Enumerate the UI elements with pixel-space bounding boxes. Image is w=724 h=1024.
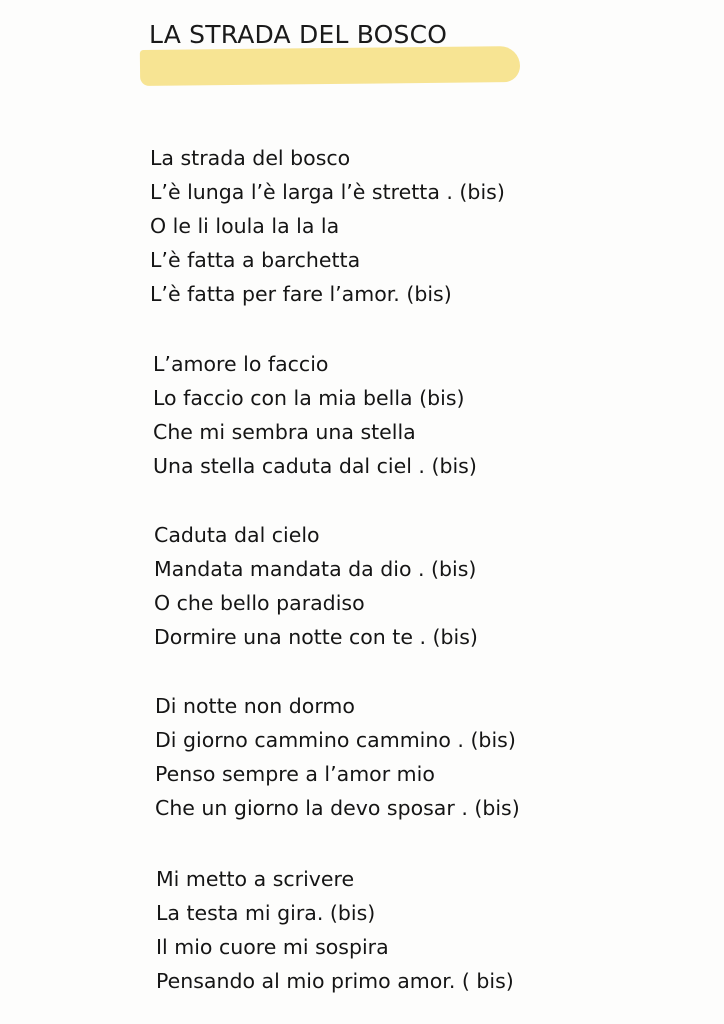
lyric-line: Che mi sembra una stella [153,420,416,444]
lyric-line: L’amore lo faccio [153,352,329,376]
stanza-5 [156,862,514,998]
stanza-1 [150,141,505,311]
lyric-line: L’è fatta a barchetta [150,248,361,272]
stanza-3 [154,518,478,654]
lyric-line: O le li loula la la la [150,214,340,238]
lyric-line: Caduta dal cielo [154,523,320,547]
lyric-line: Mi metto a scrivere [156,867,355,891]
page-title: LA STRADA DEL BOSCO [149,20,448,49]
lyric-line: Lo faccio con la mia bella (bis) [153,386,465,410]
lyric-line: Che un giorno la devo sposar . (bis) [155,796,520,820]
lyric-line: Di notte non dormo [155,694,355,718]
lyric-line: Dormire una notte con te . (bis) [154,625,478,649]
title-highlight-mark [140,46,520,86]
lyric-line: Il mio cuore mi sospira [156,935,389,959]
lyric-line: Di giorno cammino cammino . (bis) [155,728,516,752]
stanza-4 [155,689,520,825]
lyric-line: L’è fatta per fare l’amor. (bis) [150,282,452,306]
stanza-2 [153,347,477,483]
lyric-line: Una stella caduta dal ciel . (bis) [153,454,477,478]
lyric-line: Pensando al mio primo amor. ( bis) [156,969,514,993]
lyric-line: L’è lunga l’è larga l’è stretta . (bis) [150,180,505,204]
lyric-line: O che bello paradiso [154,591,365,615]
lyric-line: La testa mi gira. (bis) [156,901,376,925]
lyric-line: Penso sempre a l’amor mio [155,762,435,786]
lyric-line: Mandata mandata da dio . (bis) [154,557,477,581]
lyric-line: La strada del bosco [150,146,351,170]
